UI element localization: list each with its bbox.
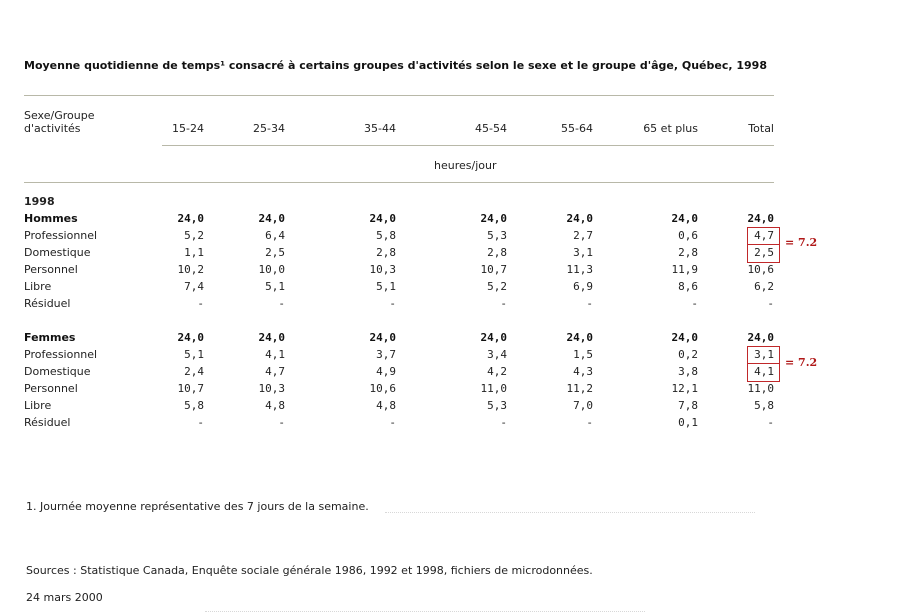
- units-label: heures/jour: [434, 159, 497, 172]
- value-cell: 11,3: [566, 263, 593, 276]
- men-sum-box-divider: [747, 244, 780, 245]
- value-cell: 5,1: [265, 280, 285, 293]
- table-row: [0, 263, 905, 280]
- value-cell: 5,8: [754, 399, 774, 412]
- value-cell: 6,9: [573, 280, 593, 293]
- units-rule: [24, 182, 774, 183]
- activity-label: Professionnel: [24, 348, 98, 361]
- women-sum-annotation: = 7.2: [785, 356, 818, 369]
- value-cell: 0,2: [678, 348, 698, 361]
- total-cell: 24,0: [369, 331, 396, 344]
- value-cell: 3,7: [376, 348, 396, 361]
- value-cell: 10,6: [369, 382, 396, 395]
- value-cell: 7,0: [573, 399, 593, 412]
- value-cell: -: [197, 297, 204, 310]
- activity-label: Domestique: [24, 365, 91, 378]
- men-sum-box: [747, 227, 780, 263]
- activity-label: Résiduel: [24, 297, 71, 310]
- total-cell: 24,0: [747, 212, 774, 225]
- value-cell: 4,2: [487, 365, 507, 378]
- activity-label: Libre: [24, 399, 52, 412]
- total-cell: 24,0: [258, 331, 285, 344]
- activity-label: Domestique: [24, 246, 91, 259]
- table-row: [0, 382, 905, 399]
- value-cell: -: [586, 297, 593, 310]
- value-cell: 11,2: [566, 382, 593, 395]
- column-header-6: Total: [748, 122, 774, 135]
- value-cell: 2,5: [754, 246, 774, 259]
- value-cell: 0,1: [678, 416, 698, 429]
- total-cell: 24,0: [566, 331, 593, 344]
- value-cell: 1,5: [573, 348, 593, 361]
- women-sum-box: [747, 346, 780, 382]
- bottom-dotted-line: [205, 611, 645, 612]
- value-cell: -: [389, 297, 396, 310]
- column-header-0: 15-24: [172, 122, 204, 135]
- total-cell: 24,0: [671, 331, 698, 344]
- group-name: Femmes: [24, 331, 76, 344]
- value-cell: 4,7: [265, 365, 285, 378]
- women-sum-box-divider: [747, 363, 780, 364]
- column-header-2: 35-44: [364, 122, 396, 135]
- value-cell: 2,8: [376, 246, 396, 259]
- value-cell: 5,8: [376, 229, 396, 242]
- table-row: [0, 280, 905, 297]
- total-cell: 24,0: [747, 331, 774, 344]
- total-cell: 24,0: [480, 212, 507, 225]
- footnote: 1. Journée moyenne représentative des 7 jours de la semaine.: [26, 500, 369, 513]
- value-cell: 5,3: [487, 229, 507, 242]
- total-cell: 24,0: [177, 331, 204, 344]
- value-cell: 2,8: [487, 246, 507, 259]
- value-cell: 10,7: [480, 263, 507, 276]
- value-cell: 4,9: [376, 365, 396, 378]
- value-cell: 7,4: [184, 280, 204, 293]
- value-cell: -: [278, 416, 285, 429]
- value-cell: 4,8: [376, 399, 396, 412]
- value-cell: 10,0: [258, 263, 285, 276]
- value-cell: 10,2: [177, 263, 204, 276]
- value-cell: 4,1: [265, 348, 285, 361]
- column-header-1: 25-34: [253, 122, 285, 135]
- value-cell: -: [767, 297, 774, 310]
- value-cell: 1,1: [184, 246, 204, 259]
- value-cell: 5,1: [376, 280, 396, 293]
- value-cell: 3,4: [487, 348, 507, 361]
- value-cell: 11,0: [747, 382, 774, 395]
- value-cell: 10,3: [258, 382, 285, 395]
- section-year: 1998: [24, 195, 55, 208]
- column-header-3: 45-54: [475, 122, 507, 135]
- value-cell: 10,7: [177, 382, 204, 395]
- column-header-5: 65 et plus: [643, 122, 698, 135]
- value-cell: 4,8: [265, 399, 285, 412]
- value-cell: 5,2: [487, 280, 507, 293]
- value-cell: 6,4: [265, 229, 285, 242]
- total-cell: 24,0: [566, 212, 593, 225]
- value-cell: 5,2: [184, 229, 204, 242]
- value-cell: 2,5: [265, 246, 285, 259]
- total-cell: 24,0: [480, 331, 507, 344]
- value-cell: -: [500, 297, 507, 310]
- value-cell: 4,7: [754, 229, 774, 242]
- activity-label: Professionnel: [24, 229, 98, 242]
- value-cell: 5,1: [184, 348, 204, 361]
- value-cell: 5,8: [184, 399, 204, 412]
- activity-label: Libre: [24, 280, 52, 293]
- activity-label: Personnel: [24, 382, 78, 395]
- activity-label: Résiduel: [24, 416, 71, 429]
- activity-label: Personnel: [24, 263, 78, 276]
- value-cell: 10,3: [369, 263, 396, 276]
- row-header-label: [24, 109, 94, 135]
- value-cell: -: [691, 297, 698, 310]
- table-row: [0, 399, 905, 416]
- value-cell: 8,6: [678, 280, 698, 293]
- value-cell: -: [586, 416, 593, 429]
- value-cell: 0,6: [678, 229, 698, 242]
- value-cell: 5,3: [487, 399, 507, 412]
- value-cell: 2,8: [678, 246, 698, 259]
- top-rule: [24, 95, 774, 96]
- value-cell: 3,8: [678, 365, 698, 378]
- value-cell: -: [278, 297, 285, 310]
- column-header-4: 55-64: [561, 122, 593, 135]
- value-cell: 3,1: [754, 348, 774, 361]
- value-cell: 11,0: [480, 382, 507, 395]
- sources-note: Sources : Statistique Canada, Enquête sociale générale 1986, 1992 et 1998, fichiers de microdonnées.: [26, 564, 593, 577]
- total-cell: 24,0: [177, 212, 204, 225]
- value-cell: 4,3: [573, 365, 593, 378]
- row-header-line2: d'activités: [24, 122, 81, 135]
- footnote-dotted-line: [385, 512, 755, 513]
- total-cell: 24,0: [671, 212, 698, 225]
- value-cell: 3,1: [573, 246, 593, 259]
- group-name: Hommes: [24, 212, 78, 225]
- value-cell: 2,4: [184, 365, 204, 378]
- header-rule: [162, 145, 774, 146]
- row-header-line1: Sexe/Groupe: [24, 109, 95, 122]
- value-cell: 12,1: [671, 382, 698, 395]
- men-sum-annotation: = 7.2: [785, 236, 818, 249]
- value-cell: 4,1: [754, 365, 774, 378]
- value-cell: 2,7: [573, 229, 593, 242]
- value-cell: 6,2: [754, 280, 774, 293]
- value-cell: 11,9: [671, 263, 698, 276]
- total-cell: 24,0: [258, 212, 285, 225]
- table-title: Moyenne quotidienne de temps¹ consacré à certains groupes d'activités selon le sexe et le groupe d'âge, Québec, 1998: [24, 59, 767, 72]
- value-cell: -: [767, 416, 774, 429]
- total-cell: 24,0: [369, 212, 396, 225]
- publication-date: 24 mars 2000: [26, 591, 103, 604]
- value-cell: -: [500, 416, 507, 429]
- table-row: [0, 416, 905, 433]
- value-cell: -: [197, 416, 204, 429]
- value-cell: 10,6: [747, 263, 774, 276]
- value-cell: 7,8: [678, 399, 698, 412]
- table-row: [0, 297, 905, 314]
- value-cell: -: [389, 416, 396, 429]
